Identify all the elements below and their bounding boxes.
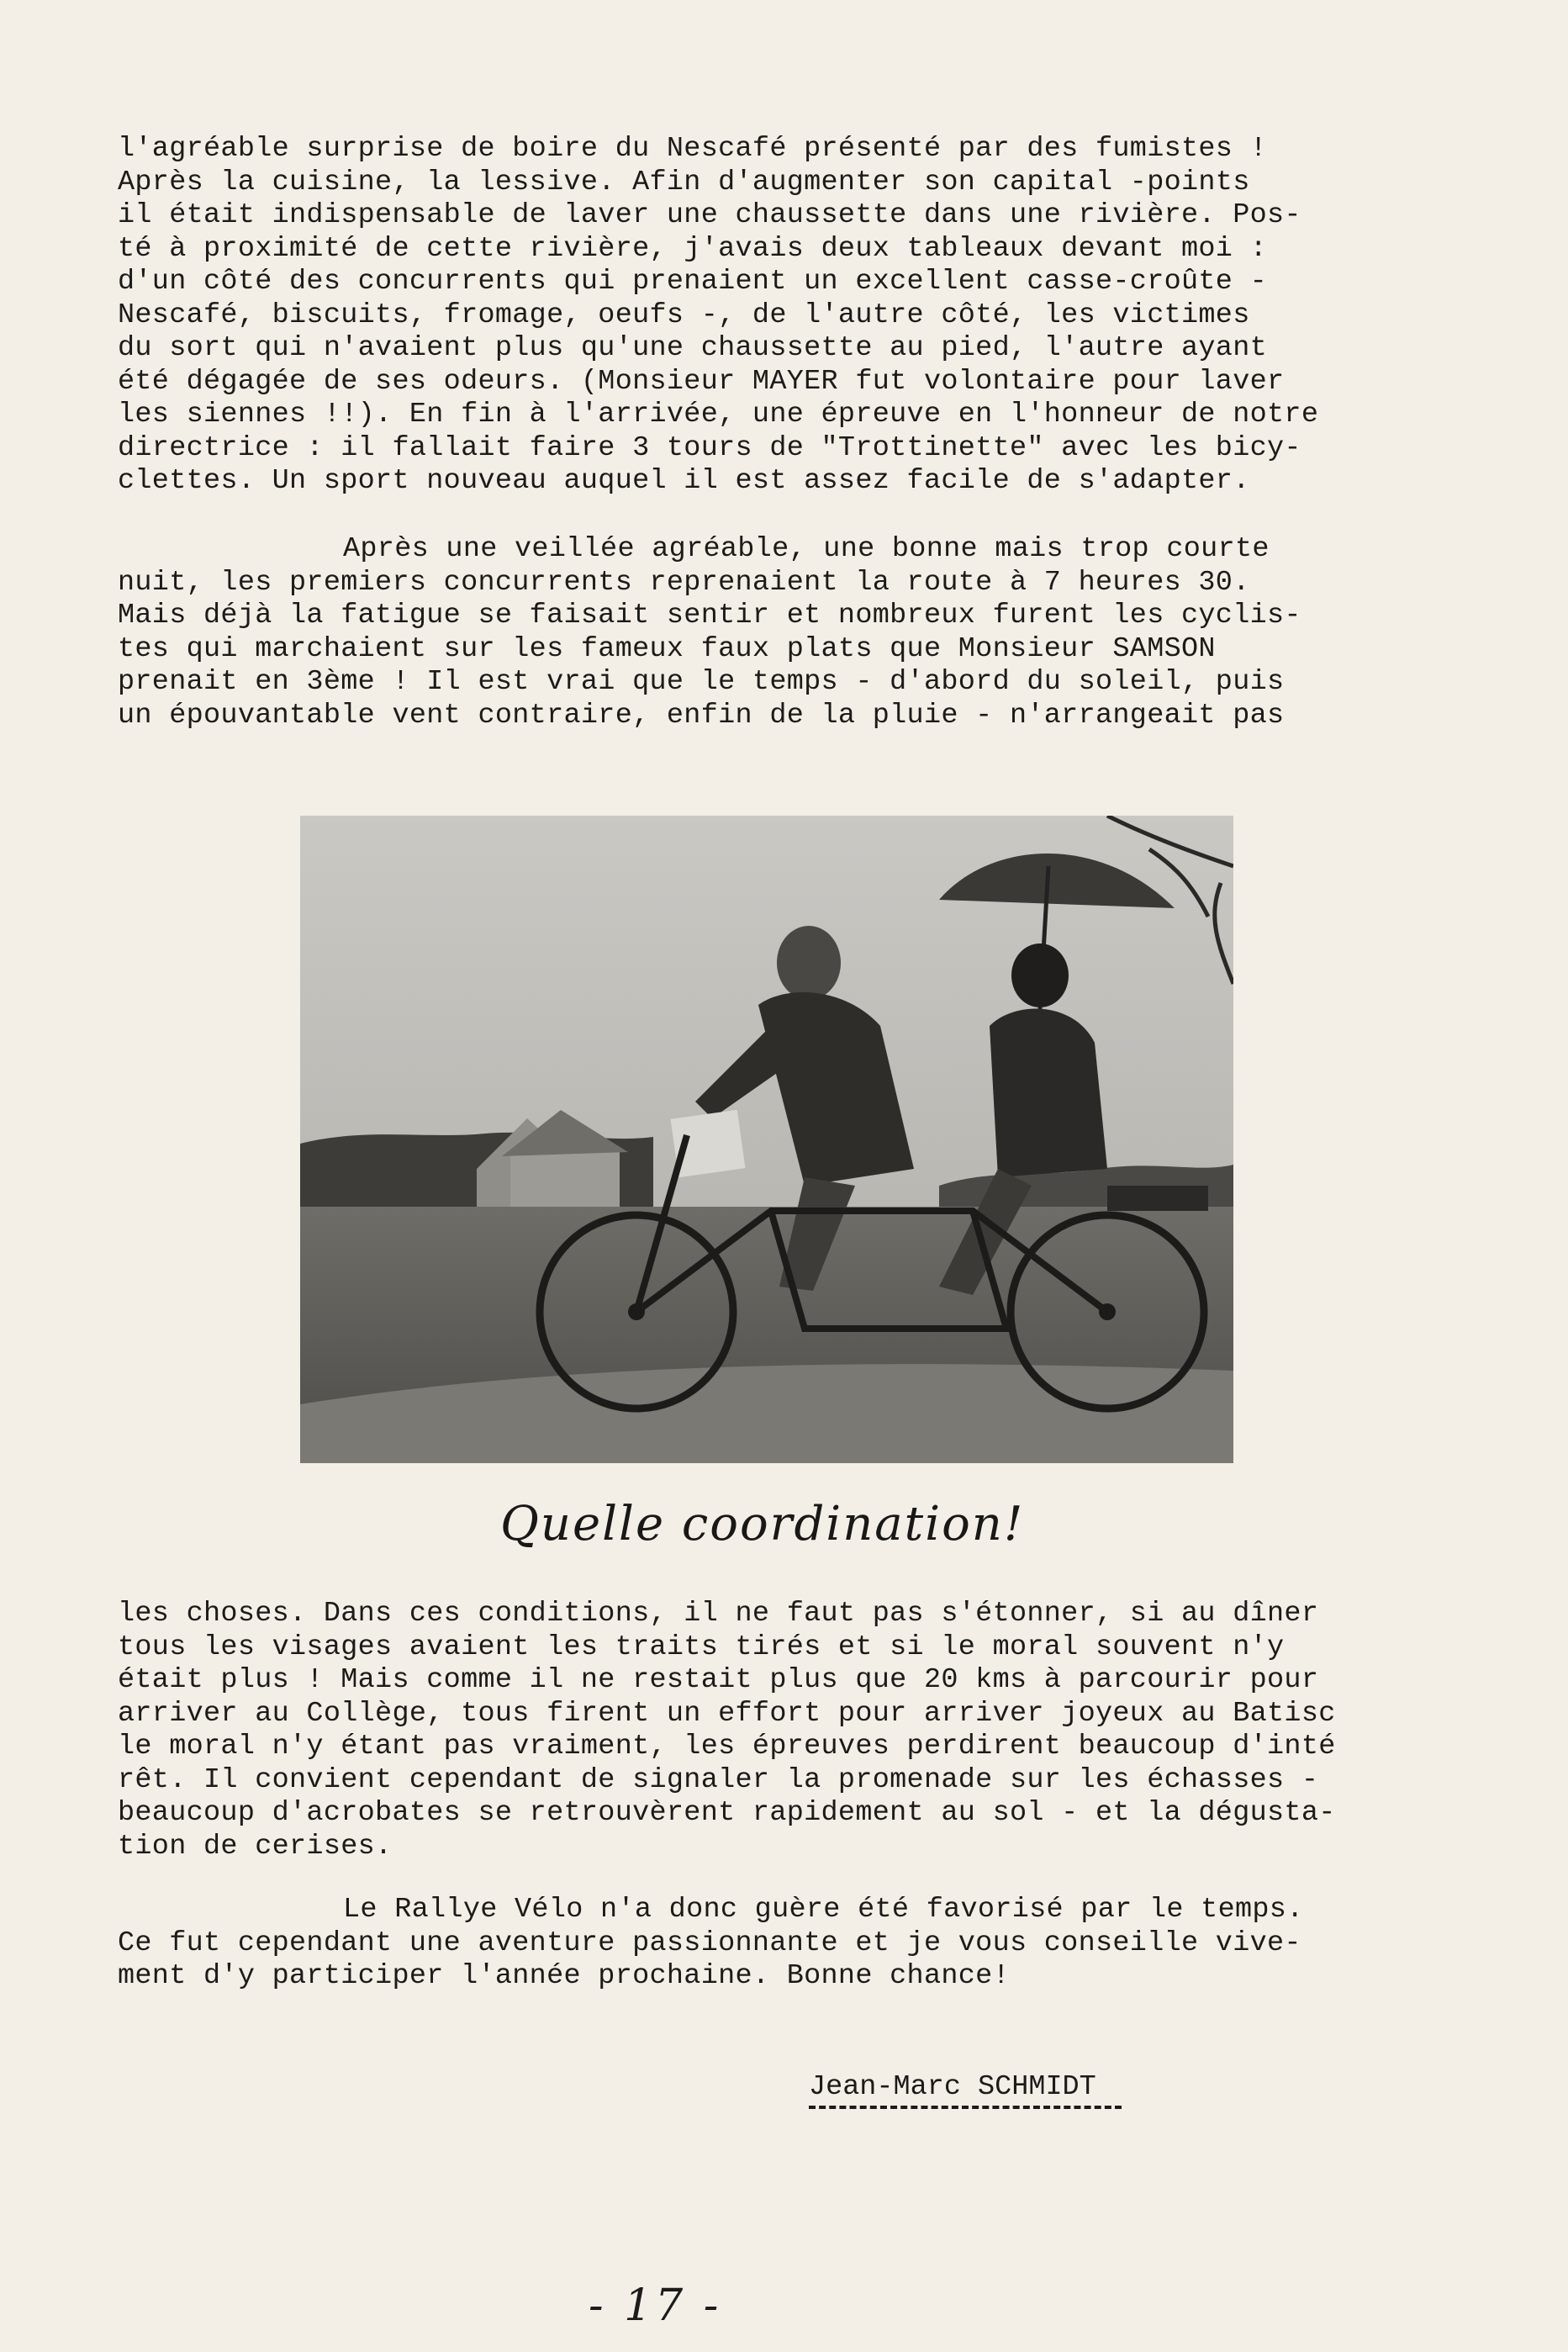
page-number: - 17 -: [589, 2281, 722, 2331]
paragraph-laundry: [118, 133, 1429, 499]
text-line: d'un côté des concurrents qui prenaient un excellent casse-croûte -: [118, 266, 1268, 298]
text-line: clettes. Un sport nouveau auquel il est assez facile de s'adapter.: [118, 465, 1250, 497]
text-line: Le Rallye Vélo n'a donc guère été favorisé par le temps.: [343, 1894, 1304, 1926]
text-line: prenait en 3ème ! Il est vrai que le temps - d'abord du soleil, puis: [118, 666, 1285, 698]
text-line: Nescafé, biscuits, fromage, oeufs -, de l'autre côté, les victimes: [118, 299, 1250, 331]
text-line: le moral n'y étant pas vraiment, les épreuves perdirent beaucoup d'inté: [118, 1731, 1336, 1763]
text-line: Ce fut cependant une aventure passionnante et je vous conseille vive-: [118, 1927, 1301, 1959]
text-line: un épouvantable vent contraire, enfin de la pluie - n'arrangeait pas: [118, 699, 1285, 732]
text-line: beaucoup d'acrobates se retrouvèrent rapidement au sol - et la dégusta-: [118, 1797, 1336, 1829]
text-line: il était indispensable de laver une chaussette dans une rivière. Pos-: [118, 199, 1301, 231]
text-line: les choses. Dans ces conditions, il ne faut pas s'étonner, si au dîner: [118, 1598, 1319, 1630]
paragraph-second-day: [118, 533, 1429, 732]
text-line: Après la cuisine, la lessive. Afin d'augmenter son capital -points: [118, 166, 1250, 198]
tandem-bicycle-photo: [300, 816, 1233, 1463]
text-line: tion de cerises.: [118, 1830, 393, 1863]
text-line: du sort qui n'avaient plus qu'une chaussette au pied, l'autre ayant: [118, 332, 1268, 364]
text-line: été dégagée de ses odeurs. (Monsieur MAYER fut volontaire pour laver: [118, 365, 1285, 398]
paragraph-dinner: [118, 1598, 1429, 1863]
text-line: ment d'y participer l'année prochaine. Bonne chance!: [118, 1960, 1010, 1992]
text-line: directrice : il fallait faire 3 tours de "Trottinette" avec les bicy-: [118, 431, 1301, 464]
text-line: tous les visages avaient les traits tirés et si le moral souvent n'y: [118, 1631, 1285, 1663]
text-line: rêt. Il convient cependant de signaler la promenade sur les échasses -: [118, 1763, 1319, 1796]
signature-underline: [809, 2106, 1122, 2109]
text-line: tes qui marchaient sur les fameux faux plats que Monsieur SAMSON: [118, 632, 1216, 665]
photo-caption: Quelle coordination!: [500, 1497, 1025, 1551]
text-line: Après une veillée agréable, une bonne mais trop courte: [343, 533, 1270, 565]
author-signature: [809, 2070, 1122, 2109]
text-line: était plus ! Mais comme il ne restait plus que 20 kms à parcourir pour: [118, 1664, 1319, 1696]
text-line: nuit, les premiers concurrents reprenaient la route à 7 heures 30.: [118, 566, 1250, 599]
text-line: arriver au Collège, tous firent un effort pour arriver joyeux au Batisc: [118, 1697, 1336, 1730]
paragraph-conclusion: [118, 1894, 1429, 1994]
text-line: les siennes !!). En fin à l'arrivée, une épreuve en l'honneur de notre: [118, 399, 1319, 431]
text-line: l'agréable surprise de boire du Nescafé présenté par des fumistes !: [118, 133, 1268, 165]
author-name: Jean-Marc SCHMIDT: [809, 2071, 1096, 2103]
text-line: Mais déjà la fatigue se faisait sentir et nombreux furent les cyclis-: [118, 600, 1301, 632]
text-line: té à proximité de cette rivière, j'avais deux tableaux devant moi :: [118, 232, 1268, 265]
